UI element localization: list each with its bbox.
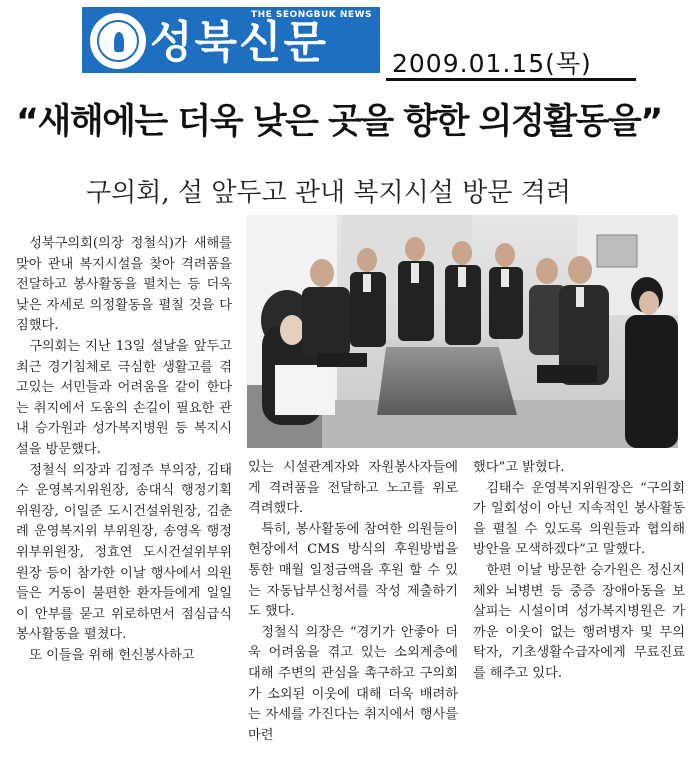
article-paragraph: 했다”고 밝혔다.: [473, 460, 565, 475]
masthead-title: 성북신문: [150, 17, 329, 68]
article-column-3: [473, 458, 685, 685]
article-paragraph: 있는 시설관계자와 자원봉사자들에게 격려품을 전달하고 노고를 위로 격려했다.: [248, 460, 458, 517]
date-underline: [386, 78, 636, 81]
article-paragraph: 구의회는 지난 13일 설날을 앞두고 최근 경기침체로 극심한 생활고를 겪고있는 서민들과 어려움을 같이 한다는 취지에서 도움의 손길이 필요한 관내 승가원과 성가복지병원 등 복지시설을 방문했다.: [16, 338, 232, 457]
masthead-banner: [82, 7, 380, 73]
subheadline: 구의회, 설 앞두고 관내 복지시설 방문 격려: [86, 178, 571, 208]
article-paragraph: 성북구의회(의장 정철식)가 새해를 맞아 관내 복지시설을 찾아 격려품을 전달하고 봉사활동을 펼치는 등 더욱 낮은 자세로 의정활동을 펼칠 것을 다짐했다.: [16, 236, 232, 334]
article-column-2: [248, 458, 458, 746]
article-paragraph: 특히, 봉사활동에 참여한 의원들이 현장에서 CMS 방식의 후원방법을 통한 매월 일정금액을 후원 할 수 있는 자동납부신청서를 작성 제출하기도 했다.: [248, 521, 458, 620]
article-paragraph: 정철식 의장과 김정주 부의장, 김태수 운영복지위원장, 송대식 행정기획위원장, 이일준 도시건설위원장, 김춘례 운영복지위 부위원장, 송영옥 행정위부위원장, 정효연 도시건설위부위원장 등이 참가한 이날 행사에서 의원들은 거동이 불편한 환자들에게 일일이 안부를 묻고 위로하면서 점심급식 봉사활동을 펼쳤다.: [16, 462, 232, 643]
article-paragraph: 또 이들을 위해 헌신봉사하고: [29, 647, 195, 663]
headline: “새해에는 더욱 낮은 곳을 향한 의정활동을”: [16, 102, 662, 142]
newspaper-seal-logo: [90, 13, 146, 69]
news-photo: [247, 215, 678, 448]
article-paragraph: 정철식 의장은 “경기가 안좋아 더욱 어려움을 겪고 있는 소외계층에 대해 주변의 관심을 촉구하고 구의회가 소외된 이웃에 대해 더욱 배려하는 자세를 가진다는 취지에서 행사를 마련: [248, 624, 458, 743]
article-paragraph: 김태수 운영복지위원장은 “구의회가 일회성이 아닌 지속적인 봉사활동을 펼칠 수 있도록 의원들과 협의해 방안을 모색하겠다”고 말했다.: [473, 480, 685, 558]
article-column-1: [16, 234, 232, 666]
article-paragraph: 한편 이날 방문한 승가원은 정신지체와 뇌병변 등 중증 장애아동을 보살피는 시설이며 성가복지병원은 가까운 이웃이 없는 행려병자 및 무의탁자, 기초생활수급자에게 무료진료를 해주고 있다.: [473, 562, 685, 681]
masthead-english-name: THE SEONGBUK NEWS: [250, 10, 372, 20]
issue-date: 2009.01.15(목): [392, 49, 592, 78]
